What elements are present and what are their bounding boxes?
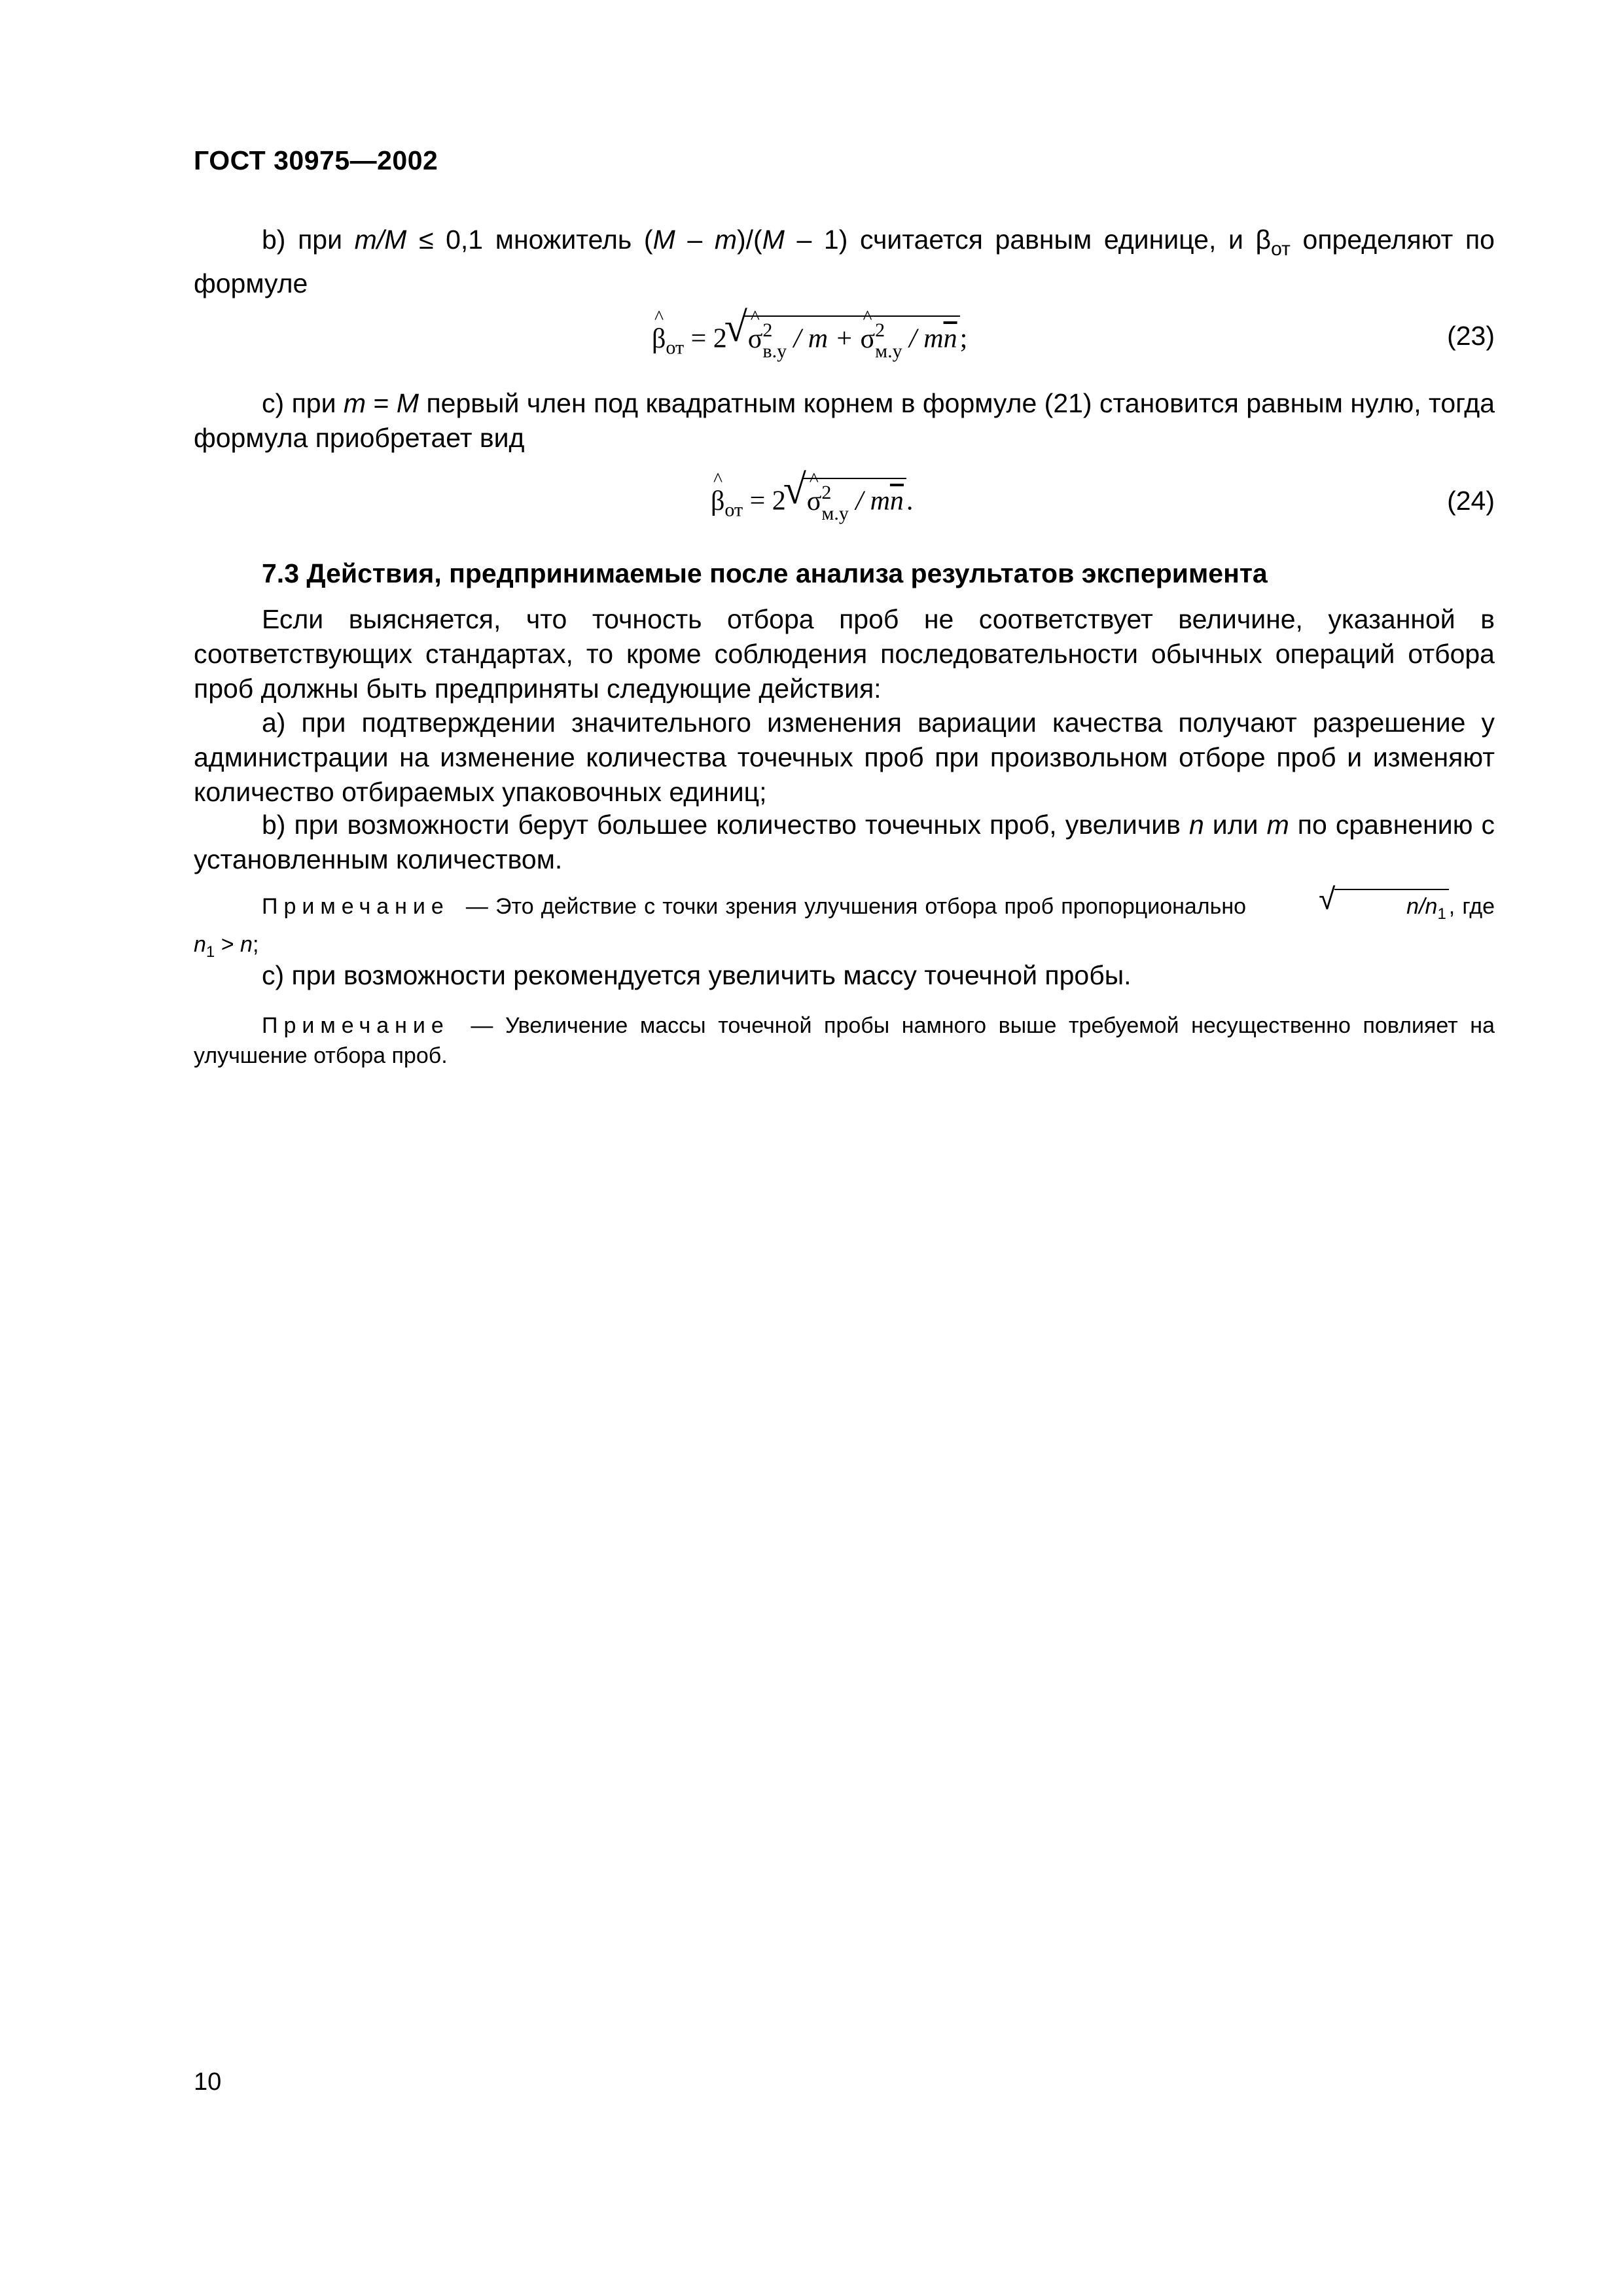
- sqrt-note: √ $n/n_1$: [1253, 889, 1449, 929]
- paragraph-c: c) при m = M первый член под квадратным корнем в формуле (21) становится равным нулю, тогда формула приобретает вид: [194, 388, 1495, 453]
- note-2: Примечание — Увеличение массы точечной пробы намного выше требуемой несущественно повлияет на улучшение отбора проб.: [194, 1013, 1495, 1068]
- formula-23: [194, 306, 1495, 365]
- paragraph-b: b) при m/M ≤ 0,1 множитель (M – m)/(M – 1) считается равным единице, и $\beta_{от}$ определяют по формуле: [194, 224, 1495, 298]
- radical-sign-icon: √: [1319, 882, 1336, 916]
- section-heading-7-3: 7.3 Действия, предпринимаемые после анализа результатов эксперимента: [262, 558, 1268, 588]
- equation-number-23: (23): [1447, 321, 1495, 351]
- paragraph-if: Если выясняется, что точность отбора проб не соответствует величине, указанной в соответствующих стандартах, то кроме соблюдения последовательности обычных операций отбора проб должны быть предприняты следующие действия:: [194, 604, 1495, 704]
- formula-24: [194, 466, 1495, 530]
- standard-header: ГОСТ 30975—2002: [194, 145, 438, 175]
- list-item-a: a) при подтверждении значительного изменения вариации качества получают разрешение у администрации на изменение количества точечных проб при произвольном отборе проб и изменяют количество отбираемых упаковочных единиц;: [194, 708, 1495, 807]
- page-number: 10: [194, 2068, 222, 2096]
- formula-23-expression: ^ $\beta_{от} = 2$ √ ^ σ 2 в.у / m + ^ σ 2 м.у / $m\overline{n}$;: [652, 315, 967, 361]
- formula-24-expression: ^ $\beta_{от} = 2$ √ ^ σ 2 м.у / $m\overline{n}$.: [711, 478, 913, 524]
- radical-sign-icon: √: [783, 466, 806, 512]
- equation-number-24: (24): [1447, 486, 1495, 516]
- sqrt-24: √ ^ σ 2 м.у / $m\overline{n}$: [786, 478, 906, 524]
- sqrt-23: √ ^ σ 2 в.у / m + ^ σ 2 м.у / $m\overline{n}$: [727, 315, 960, 361]
- note-1: Примечание — Это действие с точки зрения улучшения отбора проб пропорционально √ $n/n_1$ , где $n_1 > n$;: [194, 882, 1495, 961]
- radical-sign-icon: √: [724, 304, 747, 350]
- list-item-b: b) при возможности берут большее количество точечных проб, увеличив n или m по сравнению с установленным количеством.: [194, 810, 1495, 874]
- list-item-c: c) при возможности рекомендуется увеличить массу точечной пробы.: [262, 960, 1132, 990]
